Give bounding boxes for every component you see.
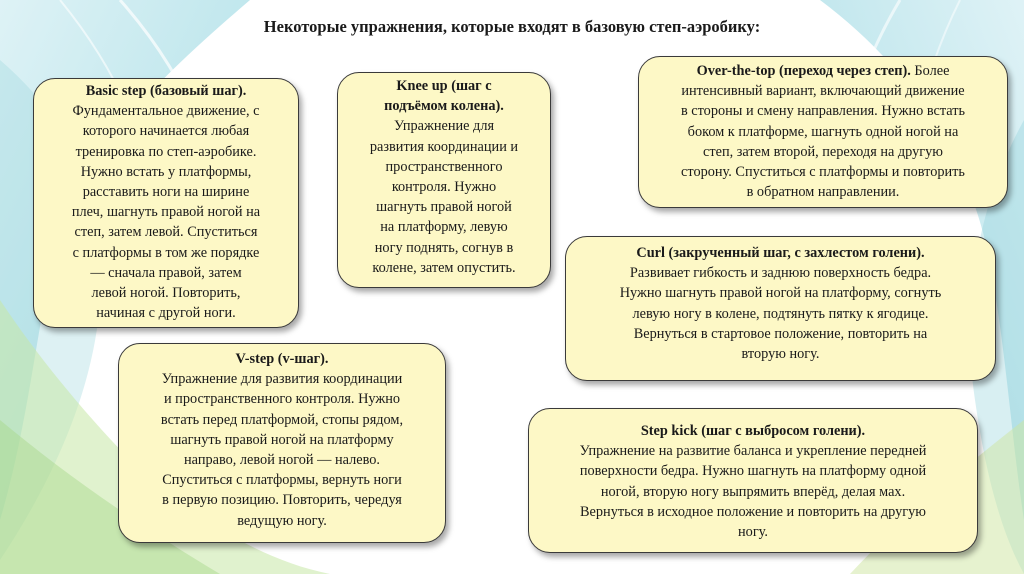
card-line: развития координации и: [369, 138, 519, 155]
card-line: начиная с другой ноги.: [96, 305, 236, 322]
card-line: интенсивный вариант, включающий движение: [681, 83, 965, 100]
card-line: — сначала правой, затем: [90, 264, 242, 281]
card-line: плеч, шагнуть правой ногой на: [71, 204, 261, 221]
card-line: тренировка по степ-аэробике.: [75, 143, 257, 160]
card-over-the-top: [638, 56, 1008, 208]
card-curl: [565, 236, 996, 381]
card-line: встать перед платформой, стопы рядом,: [160, 411, 404, 428]
card-line: Нужно встать у платформы,: [80, 163, 252, 180]
card-knee-up: [337, 72, 551, 288]
card-line: пространственного: [385, 158, 503, 175]
card-line: ногу поднять, согнув в: [374, 239, 514, 256]
card-heading: Basic step (базовый шаг).: [85, 83, 247, 99]
card-heading: подъёмом колена).: [384, 98, 504, 115]
card-line: Вернуться в стартовое положение, повторить на: [633, 325, 928, 342]
card-line: которого начинается любая: [82, 123, 250, 140]
card-heading: Curl (закрученный шаг, с захлестом голени).: [636, 245, 925, 261]
card-line: ведущую ногу.: [237, 512, 327, 529]
card-line: в стороны и смену направления. Нужно встать: [680, 103, 966, 120]
card-line: расставить ноги на ширине: [82, 184, 250, 201]
card-line: левую ногу в колене, подтянуть пятку к ягодице.: [632, 305, 929, 322]
card-line: шагнуть правой ногой на платформу: [170, 431, 394, 448]
card-basic-step: [33, 78, 299, 328]
card-line: ногой, вторую ногу выпрямить вперёд, делая мах.: [600, 483, 906, 500]
card-line: Вернуться в исходное положение и повторить на другую: [580, 503, 926, 520]
card-line: Более: [910, 63, 950, 79]
card-line: контроля. Нужно: [391, 179, 497, 196]
card-step-kick: [528, 408, 978, 553]
card-line: Фундаментальное движение, с: [72, 103, 260, 120]
card-heading: Knee up (шаг с: [396, 78, 492, 94]
card-line: ногу.: [738, 524, 768, 541]
card-line: шагнуть правой ногой: [376, 199, 512, 216]
card-line: левой ногой. Повторить,: [91, 285, 241, 302]
card-line: Упражнение для развития координации: [161, 371, 403, 388]
card-line: Нужно шагнуть правой ногой на платформу, согнуть: [619, 285, 942, 302]
card-heading: V-step (v-шаг).: [235, 351, 329, 367]
card-line: в обратном направлении.: [746, 184, 900, 201]
card-line: Спуститься с платформы, вернуть ноги: [162, 472, 402, 489]
card-line: Упражнение для: [393, 118, 495, 135]
card-line: и пространственного контроля. Нужно: [163, 391, 401, 408]
card-line: на платформу, левую: [380, 219, 508, 236]
card-line: с платформы в том же порядке: [72, 244, 260, 261]
card-line: в первую позицию. Повторить, чередуя: [162, 492, 402, 509]
card-v-step: [118, 343, 446, 543]
card-line: вторую ногу.: [741, 346, 820, 363]
card-line: направо, левой ногой — налево.: [184, 452, 380, 469]
card-line: степ, затем левой. Спуститься: [74, 224, 258, 241]
card-line: поверхности бедра. Нужно шагнуть на платформу одной: [579, 463, 927, 480]
card-line: степ, затем второй, переходя на другую: [703, 143, 943, 160]
page-title: Некоторые упражнения, которые входят в базовую степ-аэробику:: [263, 17, 761, 36]
card-line: Развивает гибкость и заднюю поверхность бедра.: [629, 265, 932, 282]
card-line: колене, затем опустить.: [372, 259, 516, 276]
card-first-line: [653, 61, 993, 81]
card-line: Упражнение на развитие баланса и укрепление передней: [579, 443, 927, 460]
card-line: сторону. Спуститься с платформы и повторить: [681, 164, 965, 181]
card-line: боком к платформе, шагнуть одной ногой на: [687, 123, 959, 140]
card-heading: Step kick (шаг с выбросом голени).: [640, 423, 866, 439]
card-heading: Over-the-top (переход через степ).: [696, 63, 911, 79]
